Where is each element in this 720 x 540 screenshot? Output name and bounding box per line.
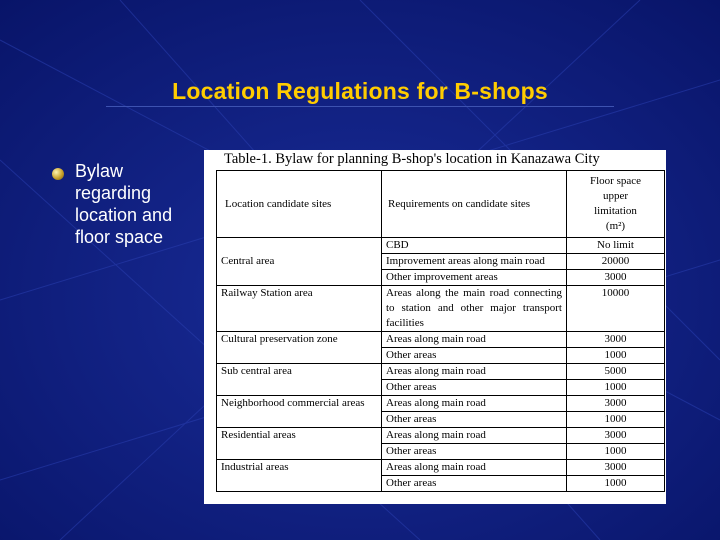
header-limit-line1: Floor space bbox=[589, 175, 641, 187]
table-row bbox=[217, 364, 665, 380]
limit-cell: No limit bbox=[567, 238, 665, 254]
limit-cell: 1000 bbox=[567, 348, 665, 364]
table-row bbox=[217, 286, 665, 332]
site-cell: Industrial areas bbox=[217, 460, 382, 492]
header-site: Location candidate sites bbox=[217, 171, 382, 238]
limit-cell: 10000 bbox=[567, 286, 665, 332]
table-row bbox=[217, 238, 665, 254]
header-limit-line2: upper bbox=[602, 190, 629, 202]
table-row bbox=[217, 428, 665, 444]
site-cell: Railway Station area bbox=[217, 286, 382, 332]
table-row bbox=[217, 460, 665, 476]
limit-cell: 3000 bbox=[567, 396, 665, 412]
table-title: Table-1. Bylaw for planning B-shop's location in Kanazawa City bbox=[224, 151, 600, 167]
limit-cell: 3000 bbox=[567, 270, 665, 286]
limit-cell: 1000 bbox=[567, 412, 665, 428]
bullet-text: Bylaw regarding location and floor space bbox=[75, 161, 173, 247]
requirement-cell: Areas along main road bbox=[382, 332, 567, 348]
limit-cell: 3000 bbox=[567, 332, 665, 348]
requirement-cell: Other areas bbox=[382, 412, 567, 428]
site-cell: Neighborhood commercial areas bbox=[217, 396, 382, 428]
header-limit bbox=[567, 171, 665, 238]
requirement-cell: Other areas bbox=[382, 444, 567, 460]
bylaw-table-image bbox=[204, 150, 666, 504]
requirement-cell: Other areas bbox=[382, 476, 567, 492]
site-cell: Cultural preservation zone bbox=[217, 332, 382, 364]
limit-cell: 20000 bbox=[567, 254, 665, 270]
requirement-cell: CBD bbox=[382, 238, 567, 254]
header-limit-line3: limitation bbox=[594, 205, 637, 217]
limit-cell: 1000 bbox=[567, 476, 665, 492]
requirement-cell: Areas along main road bbox=[382, 460, 567, 476]
requirement-cell: Areas along the main road connecting to station and other major transport facilities bbox=[382, 286, 567, 332]
requirement-cell: Areas along main road bbox=[382, 396, 567, 412]
limit-cell: 1000 bbox=[567, 444, 665, 460]
limit-cell: 3000 bbox=[567, 428, 665, 444]
requirement-cell: Other areas bbox=[382, 348, 567, 364]
requirement-cell: Other areas bbox=[382, 380, 567, 396]
table-row bbox=[217, 332, 665, 348]
site-cell: Central area bbox=[217, 238, 382, 286]
title-divider bbox=[106, 106, 614, 107]
header-requirement: Requirements on candidate sites bbox=[382, 171, 567, 238]
limit-cell: 1000 bbox=[567, 380, 665, 396]
site-cell: Sub central area bbox=[217, 364, 382, 396]
table-header-row bbox=[217, 171, 665, 238]
table-body bbox=[217, 238, 665, 492]
table-row bbox=[217, 396, 665, 412]
requirement-cell: Areas along main road bbox=[382, 364, 567, 380]
requirement-cell: Improvement areas along main road bbox=[382, 254, 567, 270]
limit-cell: 5000 bbox=[567, 364, 665, 380]
requirement-cell: Areas along main road bbox=[382, 428, 567, 444]
header-limit-line4: (m²) bbox=[605, 220, 626, 232]
bullet-icon bbox=[52, 168, 64, 180]
requirement-cell: Other improvement areas bbox=[382, 270, 567, 286]
bylaw-table bbox=[216, 170, 665, 492]
site-cell: Residential areas bbox=[217, 428, 382, 460]
slide-title: Location Regulations for B-shops bbox=[172, 78, 548, 104]
limit-cell: 3000 bbox=[567, 460, 665, 476]
